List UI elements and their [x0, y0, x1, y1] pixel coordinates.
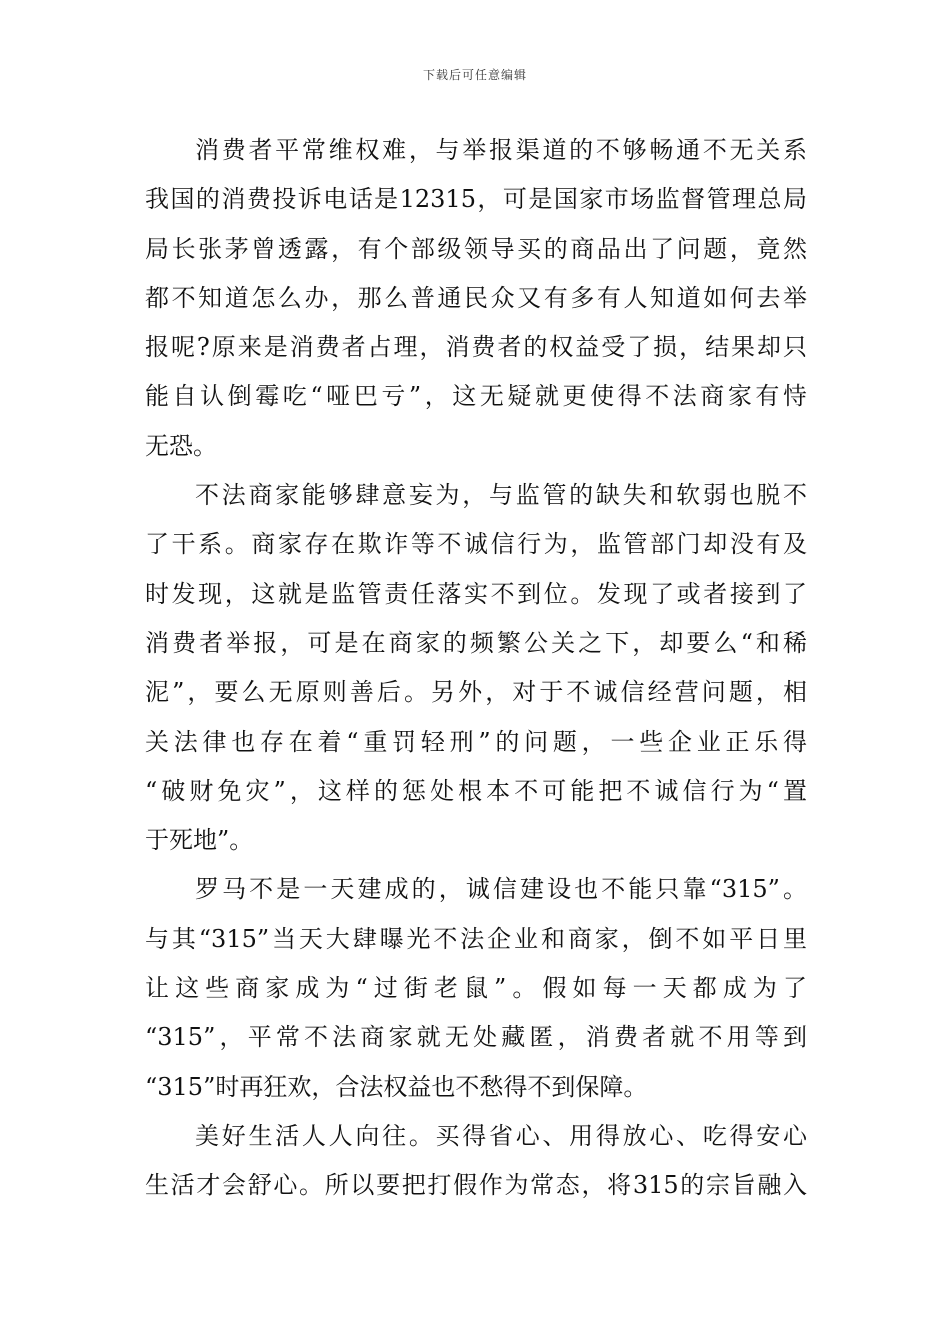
page-header-note: 下载后可任意编辑 — [422, 68, 527, 82]
text-line: 泥”，要么无原则善后。另外，对于不诚信经营问题，相 — [145, 678, 807, 707]
text-line: 能自认倒霉吃“哑巴亏”，这无疑就更使得不法商家有恃 — [145, 382, 807, 411]
text-line: 无恐。 — [145, 431, 217, 460]
paragraph-1 — [145, 126, 807, 471]
text-line: 与其“315”当天大肆曝光不法企业和商家，倒不如平日里 — [145, 924, 807, 953]
text-line: 罗马不是一天建成的，诚信建设也不能只靠“315”。 — [195, 875, 807, 904]
text-line: 于死地”。 — [145, 826, 254, 855]
text-line: “破财免灾”，这样的惩处根本不可能把不诚信行为“置 — [145, 776, 807, 805]
text-line: 美好生活人人向往。买得省心、用得放心、吃得安心 — [195, 1121, 807, 1150]
paragraph-4 — [145, 1112, 807, 1211]
text-line: 关法律也存在着“重罚轻刑”的问题，一些企业正乐得 — [145, 727, 807, 756]
paragraph-2 — [145, 471, 807, 865]
text-line: 了干系。商家存在欺诈等不诚信行为，监管部门却没有及 — [145, 530, 807, 559]
text-line: 我国的消费投诉电话是12315，可是国家市场监督管理总局 — [145, 185, 807, 214]
text-line: 时发现，这就是监管责任落实不到位。发现了或者接到了 — [145, 579, 807, 608]
document-body — [145, 126, 807, 1211]
text-line: 不法商家能够肆意妄为，与监管的缺失和软弱也脱不 — [195, 481, 807, 510]
text-line: 局长张茅曾透露，有个部级领导买的商品出了问题，竟然 — [145, 234, 807, 263]
text-line: “315”，平常不法商家就无处藏匿，消费者就不用等到 — [145, 1023, 807, 1052]
paragraph-3 — [145, 865, 807, 1111]
text-line: 消费者平常维权难，与举报渠道的不够畅通不无关系 — [195, 136, 807, 164]
text-line: 都不知道怎么办，那么普通民众又有多有人知道如何去举 — [145, 283, 807, 312]
text-line: 消费者举报，可是在商家的频繁公关之下，却要么“和稀 — [145, 628, 807, 657]
text-line: 生活才会舒心。所以要把打假作为常态，将315的宗旨融入 — [145, 1171, 807, 1200]
text-line: 让这些商家成为“过街老鼠”。假如每一天都成为了 — [145, 974, 807, 1003]
text-line: 报呢?原来是消费者占理，消费者的权益受了损，结果却只 — [145, 333, 807, 362]
text-line: “315”时再狂欢，合法权益也不愁得不到保障。 — [145, 1072, 648, 1101]
